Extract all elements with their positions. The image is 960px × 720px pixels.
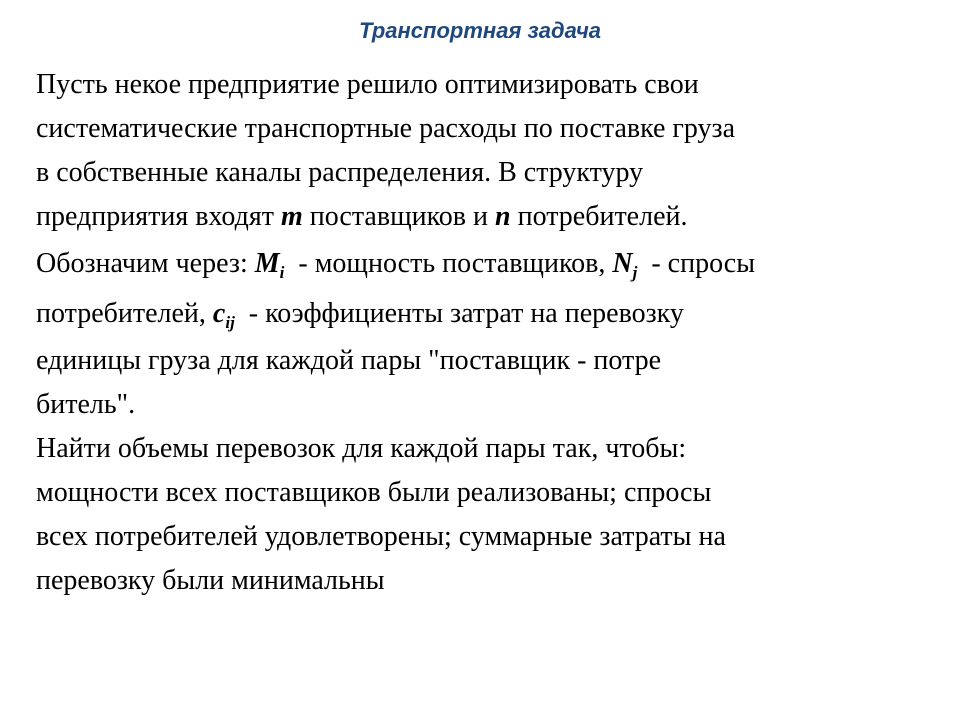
slide-title: Транспортная задача: [358, 18, 602, 43]
variable-m: m: [280, 201, 303, 232]
text-line: систематические транспортные расходы по поставке груза: [36, 113, 736, 144]
text-line: [36, 195, 916, 239]
text-line: Пусть некое предприятие решило оптимизировать свои: [36, 69, 699, 100]
variable-N: N: [612, 248, 633, 279]
slide-body: [36, 63, 916, 603]
text-segment: Обозначим через:: [36, 248, 255, 279]
variable-n: n: [495, 201, 511, 232]
text-line: мощности всех поставщиков были реализованы; спросы: [36, 477, 712, 508]
text-segment: - коэффициенты затрат на перевозку: [234, 298, 684, 329]
variable-M: M: [254, 248, 280, 279]
text-line: [36, 289, 916, 339]
text-line: [36, 239, 916, 289]
text-line: всех потребителей удовлетворены; суммарные затраты на: [36, 521, 726, 552]
text-segment: поставщиков и: [302, 201, 496, 232]
subscript-i: i: [279, 263, 285, 282]
text-line: единицы груза для каждой пары "поставщик - потре: [36, 345, 662, 376]
text-segment: потребителей.: [510, 201, 688, 232]
text-segment: - мощность поставщиков,: [284, 248, 613, 279]
text-segment: предприятия входят: [36, 201, 281, 232]
variable-c: c: [212, 298, 226, 329]
text-line: Найти объемы перевозок для каждой пары так, чтобы:: [36, 433, 687, 464]
text-line: в собственные каналы распределения. В структуру: [36, 157, 644, 188]
text-segment: потребителей,: [36, 298, 213, 329]
text-line: битель".: [36, 389, 136, 420]
text-segment: - спросы: [637, 248, 756, 279]
subscript-j: j: [632, 263, 638, 282]
subscript-ij: ij: [225, 313, 235, 332]
text-line: перевозку были минимальны: [36, 565, 385, 596]
